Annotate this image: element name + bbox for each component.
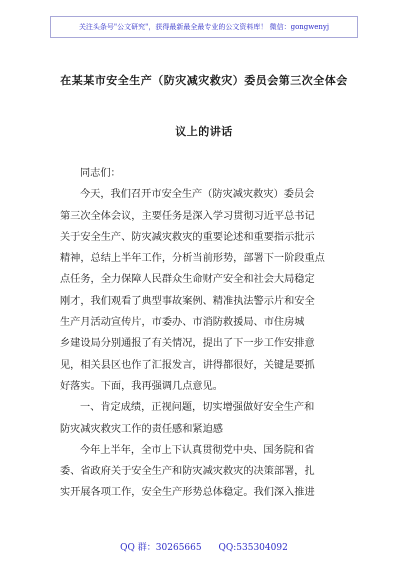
body-line: 今天，我们召开市安全生产（防灾减灾救灾）委员会 [80, 189, 315, 201]
body-line: 第三次全体会议，主要任务是深入学习贯彻习近平总书记 [60, 210, 315, 222]
section-heading-line: 一、肯定成绩，正视问题，切实增强做好安全生产和 [80, 402, 315, 414]
body-line: 点任务，全力保障人民群众生命财产安全和社会大局稳定 [60, 274, 315, 286]
footer-qq-group: QQ 群：30265665 [120, 543, 202, 553]
body-line: 今年上半年，全市上下认真贯彻党中央、国务院和省 [80, 444, 315, 456]
header-banner: 关注头条号"公文研究"，获得最新最全最专业的公文资料库！ 微信：gongwenyj [50, 16, 358, 38]
document-body [60, 163, 350, 504]
body-line: 委、省政府关于安全生产和防灾减灾救灾的决策部署，扎 [60, 466, 315, 478]
document-title-line-1: 在某某市安全生产（防灾减灾救灾）委员会第三次全体会 [60, 74, 348, 87]
section-heading-line: 防灾减灾救灾工作的责任感和紧迫感 [60, 423, 223, 435]
body-line: 实开展各项工作，安全生产形势总体稳定。我们深入推进 [60, 487, 315, 499]
body-line: 同志们： [80, 168, 121, 179]
body-line: 好落实。下面，我再强调几点意见。 [60, 380, 223, 392]
body-line: 刚才，我们观看了典型事故案例、精准执法警示片和安全 [60, 295, 315, 307]
body-line: 生产月活动宣传片，市委办、市消防救援局、市住房城 [60, 317, 305, 329]
footer-contact [0, 540, 408, 553]
body-line: 乡建设局分别通报了有关情况，提出了下一步工作安排意 [60, 338, 315, 350]
body-line: 关于安全生产、防灾减灾救灾的重要论述和重要指示批示 [60, 231, 315, 243]
footer-qq-number: QQ:535304092 [218, 543, 288, 553]
body-line: 精神，总结上半年工作，分析当前形势，部署下一阶段重点 [60, 253, 325, 265]
body-line: 见，相关县区也作了汇报发言，讲得都很好，关键是要抓 [60, 359, 315, 371]
document-title-line-2: 议上的讲话 [175, 125, 233, 138]
